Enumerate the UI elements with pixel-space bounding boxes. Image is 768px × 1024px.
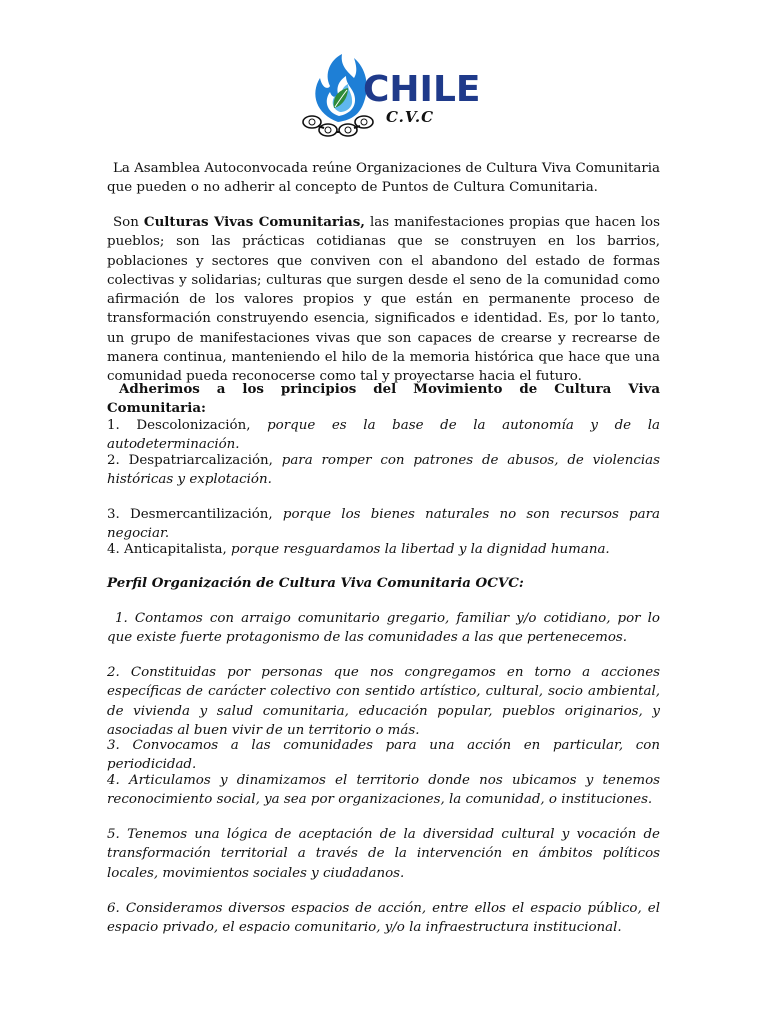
principle-desc: porque resguardamos la libertad y la dignidad humana. [226,542,610,557]
profile-item: 6. Consideramos diversos espacios de acción, entre ellos el espacio público, el espacio privado, el espacio comunitario, y/o la infraestructura institucional. [107,901,660,936]
principle-item [107,505,660,544]
principle-desc: porque los bienes naturales no son recursos para negociar. [107,507,660,542]
profile-item [107,609,660,648]
principles-heading-text: Adherimos a los principios del Movimiento de Cultura Viva Comunitaria: [107,381,660,417]
intro-paragraph-2 [107,213,660,387]
principle-item [107,416,660,455]
principle-term: Despatriarcalización, [128,453,273,468]
logo-subtitle: C.V.C [386,108,435,126]
intro-text-1: La Asamblea Autoconvocada reúne Organizaciones de Cultura Viva Comunitaria que pueden o no adherir al concepto de Puntos de Cultura Comunitaria. [107,161,661,196]
principle-item [107,540,660,559]
profile-item-text: 1. Contamos con arraigo comunitario gregario, familiar y/o cotidiano, por lo que existe fuerte protagonismo de las comunidades a las que pertenecemos. [107,611,660,646]
principle-desc: porque es la base de la autonomía y de la autodeterminación. [107,418,660,453]
profile-item: 3. Convocamos a las comunidades para una acción en particular, con periodicidad. [107,738,660,773]
intro-text-2-bold: Culturas Vivas Comunitarias, [143,214,365,230]
principle-term: Anticapitalista, [124,542,227,557]
intro-text-2-prefix: Son [113,215,144,230]
profile-heading: Perfil Organización de Cultura Viva Comunitaria OCVC: [107,575,524,591]
profile-item: 5. Tenemos una lógica de aceptación de la diversidad cultural y vocación de transformación territorial a través de la intervención en ámbitos políticos locales, movimientos sociales y ciudadanos. [107,827,660,881]
principle-desc: para romper con patrones de abusos, de violencias históricas y explotación. [107,453,660,488]
principle-num: 1. [107,418,137,433]
principle-item [107,451,660,490]
profile-item: 2. Constituidas por personas que nos congregamos en torno a acciones específicas de carácter colectivo con sentido artístico, cultural, socio ambiental, de vivienda y salud comunitaria, educación popular, pueblos originarios, y asociadas al buen vivir de un territorio o más. [107,665,660,738]
chile-cvc-logo [298,52,481,138]
profile-item: 4. Articulamos y dinamizamos el territorio donde nos ubicamos y tenemos reconocimiento social, ya sea por organizaciones, la comunidad, o instituciones. [107,773,660,808]
principle-num: 2. [107,453,129,468]
principle-num: 3. [107,507,131,522]
principle-term: Descolonización, [136,418,251,433]
principle-num: 4. [107,542,125,557]
principle-term: Desmercantilización, [130,507,273,522]
logo-wordmark: CHILE [363,69,481,110]
principles-heading [107,380,660,419]
intro-paragraph-1 [107,159,660,198]
intro-text-2-rest: las manifestaciones propias que hacen los pueblos; son las prácticas cotidianas que se construyen en los barrios, poblaciones y sectores que conviven con el abandono del estado de formas colectivas y solidarias; culturas que surgen desde el seno de la comunidad como afirmación de los valores propios y que están en permanente proceso de transformación construyendo esencia, significados e identidad. Es, por lo tanto, un grupo de manifestaciones vivas que son capaces de crearse y recrearse de manera continua, manteniendo el hilo de la memoria histórica que hace que una comunidad pueda reconocerse como tal y proyectarse hacia el futuro. [107,215,660,385]
